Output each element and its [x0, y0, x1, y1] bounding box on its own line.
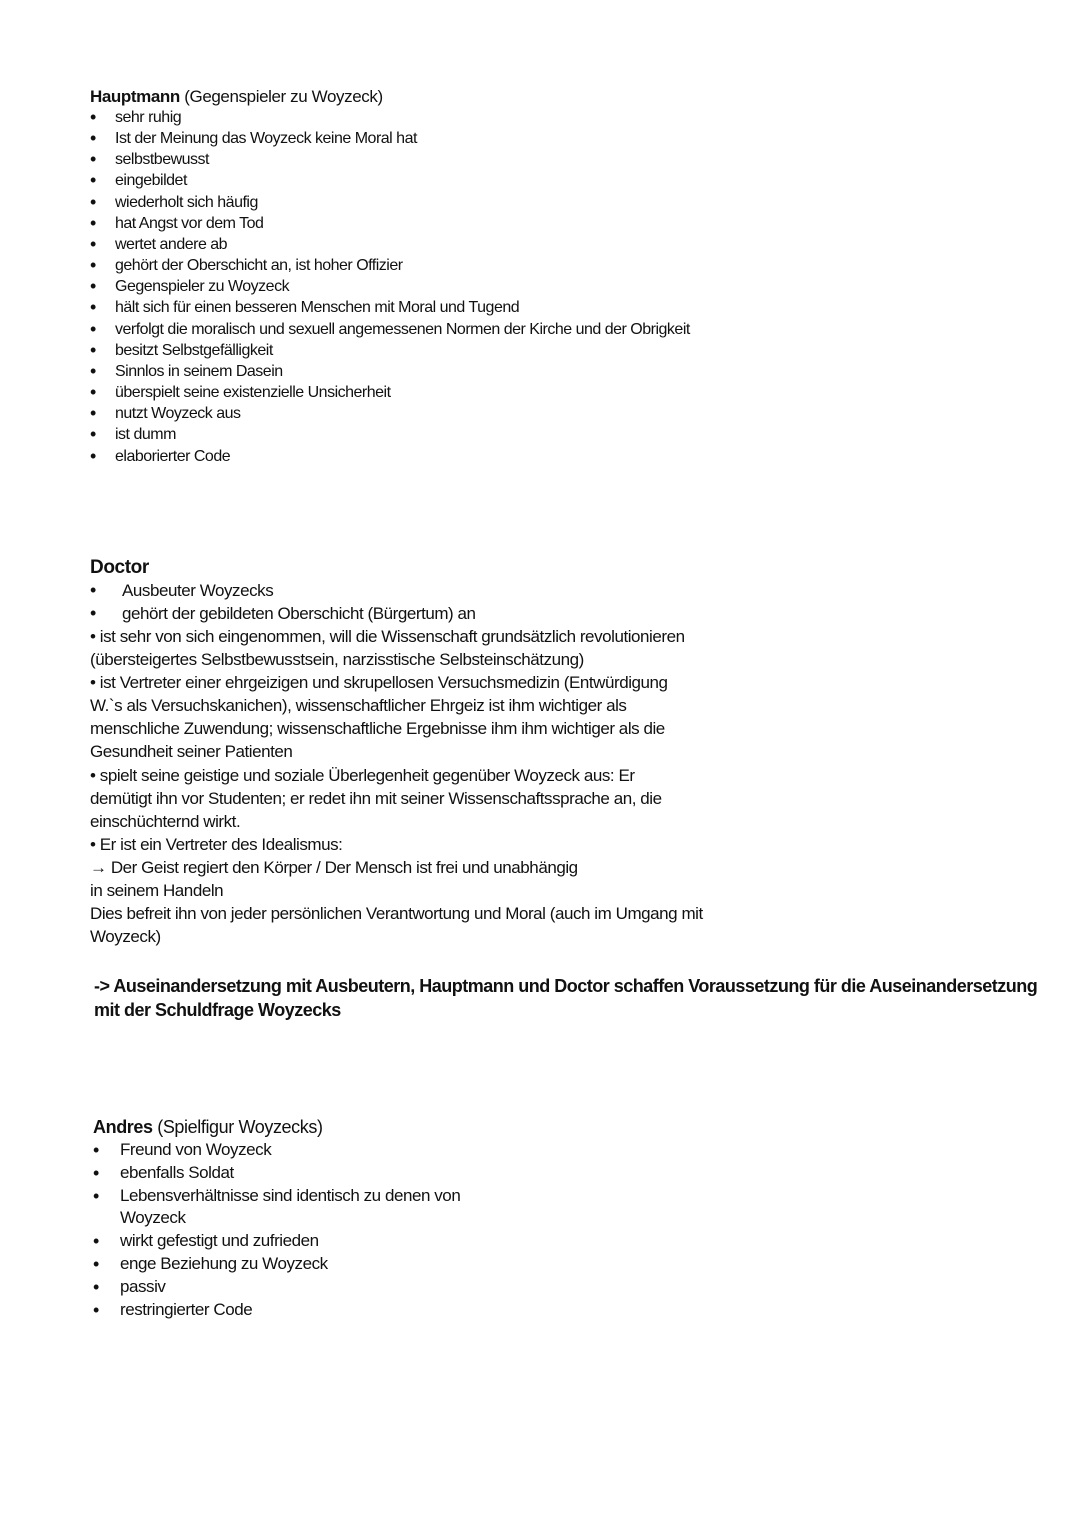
- list-item: • passiv: [93, 1276, 593, 1299]
- list-item: • elaborierter Code: [90, 446, 790, 467]
- text-line: in seinem Handeln: [90, 881, 224, 901]
- list-item: • eingebildet: [90, 170, 790, 191]
- list-item: • gehört der gebildeten Oberschicht (Bürgertum) an: [90, 602, 770, 625]
- list-item-continuation: Woyzeck: [120, 1208, 186, 1228]
- list-item: • selbstbewusst: [90, 149, 790, 170]
- list-item: • wertet andere ab: [90, 234, 790, 255]
- section-heading: [90, 86, 790, 107]
- list-item: • gehört der Oberschicht an, ist hoher Offizier: [90, 255, 790, 276]
- text-line: Woyzeck): [90, 927, 161, 947]
- text-line: • ist Vertreter einer ehrgeizigen und skrupellosen Versuchsmedizin (Entwürdigung: [90, 673, 668, 693]
- list-item: • Freund von Woyzeck: [93, 1139, 593, 1162]
- list-item: • besitzt Selbstgefälligkeit: [90, 340, 790, 361]
- heading-subtitle: (Spielfigur Woyzecks): [157, 1117, 323, 1137]
- text-line: → Der Geist regiert den Körper / Der Mensch ist frei und unabhängig: [90, 857, 578, 877]
- text-line: (übersteigertes Selbstbewusstsein, narzisstische Selbsteinschätzung): [90, 650, 584, 670]
- list-item: • Sinnlos in seinem Dasein: [90, 361, 790, 382]
- list-item: [93, 1185, 593, 1231]
- list-item: • ist dumm: [90, 424, 790, 445]
- text-line: Dies befreit ihn von jeder persönlichen Verantwortung und Moral (auch im Umgang mit: [90, 904, 703, 924]
- list-item: • hat Angst vor dem Tod: [90, 213, 790, 234]
- list-item: • Ist der Meinung das Woyzeck keine Moral hat: [90, 128, 790, 149]
- conclusion-note: [94, 974, 1054, 1022]
- list-item: • wiederholt sich häufig: [90, 192, 790, 213]
- section-heading: [93, 1116, 593, 1139]
- heading-title: Hauptmann: [90, 87, 180, 106]
- text-line: menschliche Zuwendung; wissenschaftliche Ergebnisse ihm ihm wichtiger als die: [90, 719, 665, 739]
- list-item: • Gegenspieler zu Woyzeck: [90, 276, 790, 297]
- text-line: Gesundheit seiner Patienten: [90, 742, 293, 762]
- text-line: demütigt ihn vor Studenten; er redet ihn mit seiner Wissenschaftssprache an, die: [90, 788, 662, 808]
- list-item: • hält sich für einen besseren Menschen mit Moral und Tugend: [90, 297, 790, 318]
- section-heading: Doctor: [90, 557, 149, 578]
- text-line: W.`s als Versuchskanichen), wissenschaftlicher Ehrgeiz ist ihm wichtiger als: [90, 696, 627, 716]
- text-line: • ist sehr von sich eingenommen, will die Wissenschaft grundsätzlich revolutionieren: [90, 627, 685, 646]
- text-line: • spielt seine geistige und soziale Überlegenheit gegenüber Woyzeck aus: Er: [90, 765, 635, 785]
- list-item: • ebenfalls Soldat: [93, 1162, 593, 1185]
- list-item: • verfolgt die moralisch und sexuell angemessenen Normen der Kirche und der Obrigkeit: [90, 319, 790, 340]
- list-item: • sehr ruhig: [90, 107, 790, 128]
- list-item: • nutzt Woyzeck aus: [90, 403, 790, 424]
- heading-subtitle: (Gegenspieler zu Woyzeck): [184, 87, 383, 106]
- list-item: • restringierter Code: [93, 1299, 593, 1322]
- text-line: einschüchternd wirkt.: [90, 811, 241, 831]
- section-andres: [93, 1116, 593, 1321]
- list-item: • wirkt gefestigt und zufrieden: [93, 1230, 593, 1253]
- text-line: • Er ist ein Vertreter des Idealismus:: [90, 834, 343, 854]
- section-doctor: [90, 556, 770, 948]
- trait-list: [90, 107, 790, 467]
- list-item-text: Lebensverhältnisse sind identisch zu denen von: [120, 1185, 461, 1205]
- conclusion-line: -> Auseinandersetzung mit Ausbeutern, Hauptmann und Doctor schaffen Voraussetzung für die Auseinandersetzung: [94, 976, 1038, 996]
- conclusion-line: mit der Schuldfrage Woyzecks: [94, 1000, 341, 1020]
- list-item: • Ausbeuter Woyzecks: [90, 579, 770, 602]
- list-item: • enge Beziehung zu Woyzeck: [93, 1253, 593, 1276]
- section-hauptmann: [90, 86, 790, 467]
- trait-list: [93, 1139, 593, 1321]
- heading-title: Andres: [93, 1117, 153, 1137]
- list-item: • überspielt seine existenzielle Unsicherheit: [90, 382, 790, 403]
